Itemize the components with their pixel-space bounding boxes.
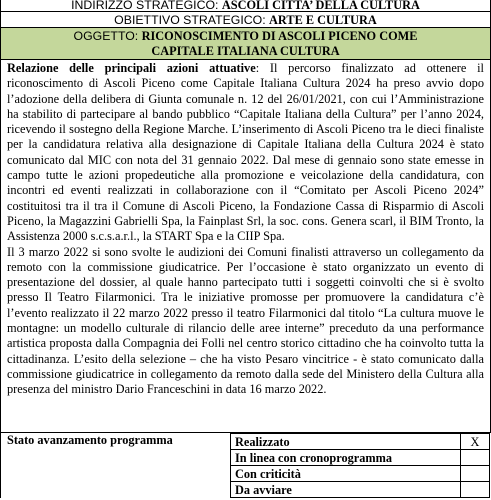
subject-value-line2: CAPITALE ITALIANA CULTURA bbox=[151, 43, 340, 58]
report-lead: Relazione delle principali azioni attuative bbox=[7, 61, 256, 75]
status-option-row bbox=[231, 450, 490, 466]
status-option-row bbox=[231, 434, 490, 450]
strategic-direction-prefix: INDIRIZZO STRATEGICO: bbox=[71, 0, 222, 12]
strategic-direction-band bbox=[0, 0, 491, 12]
report-paragraph-2: Il 3 marzo 2022 si sono svolte le audizioni dei Comuni finalisti attraverso un collegamento da remoto con la commissione giudicatrice. Per l’occasione è stato organizzato un evento di presentazione del dossier, al quale hanno partecipato tutti i soggetti coinvolti che si è svolto presso Il Teatro Filarmonici. Tra le iniziative promosse per promuovere la candidatura c’è l’evento realizzato il 22 marzo 2022 presso il teatro Filarmonici dal titolo “La cultura muove le montagne: un modello culturale di rilancio delle aree interne” preceduto da una performance artistica proposta dalla Compagnia dei Folli nel centro storico cittadino che ha coinvolto tutta la cittadinanza. L’esito della selezione – che ha visto Pesaro vincitrice - è stato comunicato dalla commissione giudicatrice in collegamento da remoto dalla sede del Ministero della Cultura alla presenza del ministro Dario Franceschini in data 16 marzo 2022. bbox=[7, 244, 484, 397]
status-option-checkbox[interactable] bbox=[461, 450, 490, 466]
report-body bbox=[0, 60, 491, 433]
status-option-row bbox=[231, 466, 490, 482]
subject-prefix: OGGETTO: bbox=[73, 29, 142, 43]
status-option-checkbox[interactable] bbox=[461, 482, 490, 498]
subject-band bbox=[0, 28, 491, 60]
status-option-checkbox[interactable]: X bbox=[461, 434, 490, 450]
status-option-label: In linea con cronoprogramma bbox=[231, 450, 461, 466]
report-paragraph-1 bbox=[7, 61, 484, 245]
status-option-label: Da avviare bbox=[231, 482, 461, 498]
status-options-table bbox=[230, 433, 490, 498]
status-section bbox=[0, 433, 491, 498]
status-option-label: Realizzato bbox=[231, 434, 461, 450]
strategic-objective-prefix: OBIETTIVO STRATEGICO: bbox=[114, 13, 270, 27]
status-option-label: Con criticità bbox=[231, 466, 461, 482]
status-label: Stato avanzamento programma bbox=[7, 433, 173, 447]
strategic-direction-value: ASCOLI CITTA’ DELLA CULTURA bbox=[221, 0, 420, 12]
strategic-objective-value: ARTE E CULTURA bbox=[269, 13, 377, 27]
report-paragraph-1-text: : Il percorso finalizzato ad ottenere il riconoscimento di Ascoli Piceno come Capitale Italiana Cultura 2024 ha preso avvio dopo l’adozione della delibera di Giunta comunale n. 12 del 26/01/2021, con cui l’Amministrazione ha stabilito di partecipare al bando pubblico “Capitale Italiana della Cultura” per l’anno 2024, ricevendo il sostegno della Regione Marche. L’inserimento di Ascoli Piceno tra le dieci finaliste per la candidatura relativa alla designazione di Capitale Italiana della Cultura 2024 è stato comunicato dal MIC con nota del 31 gennaio 2022. Dal mese di gennaio sono state emesse in campo tutte le azioni propedeutiche alla promozione e veicolazione della candidatura, con incontri ed eventi realizzati in collaborazione con il “Comitato per Ascoli Piceno 2024” costituitosi tra il tra il Comune di Ascoli Piceno, la Fondazione Cassa di Risparmio di Ascoli Piceno, la Magazzini Gabrielli Spa, la Fainplast Srl, la soc. cons. Genera scarl, il BIM Tronto, la Assistenza 2000 s.c.s.a.r.l., la START Spa e la CIIP Spa. bbox=[7, 61, 484, 244]
status-option-checkbox[interactable] bbox=[461, 466, 490, 482]
strategic-objective-band bbox=[0, 12, 491, 28]
status-option-row bbox=[231, 482, 490, 498]
subject-value-line1: RICONOSCIMENTO DI ASCOLI PICENO COME bbox=[141, 29, 418, 43]
